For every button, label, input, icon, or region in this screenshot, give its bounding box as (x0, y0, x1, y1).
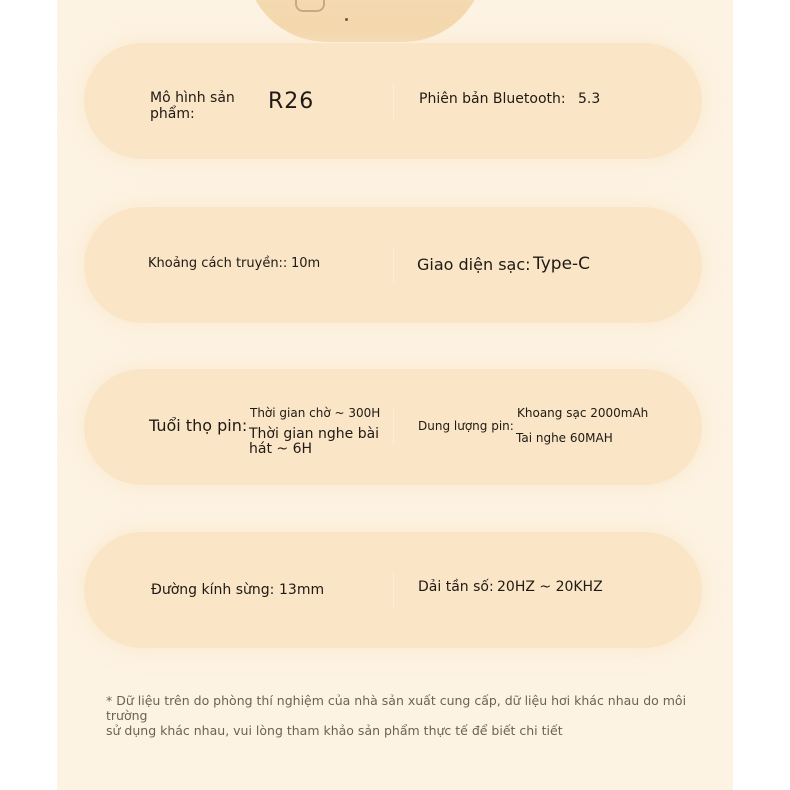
charging-value: Type-C (533, 254, 591, 274)
range-value: 10m (291, 256, 321, 271)
battery-life-label: Tuổi thọ pin: (149, 416, 248, 435)
model-label: Mô hình sản phẩm: (150, 90, 235, 122)
range-label: Khoảng cách truyền:: (148, 256, 288, 271)
bluetooth-label: Phiên bản Bluetooth: (419, 91, 566, 107)
case-capacity: Khoang sạc 2000mAh (517, 406, 649, 420)
footnote (106, 693, 706, 738)
driver-value: 13mm (279, 582, 325, 598)
frequency-value: 20HZ ~ 20KHZ (497, 579, 603, 595)
music-time-line2: hát ~ 6H (249, 441, 313, 457)
music-time-line1: Thời gian nghe bài (249, 426, 380, 442)
indicator-light-icon (345, 18, 348, 21)
row-divider (393, 247, 394, 283)
driver-label: Đường kính sừng: (151, 582, 275, 598)
earphone-capacity: Tai nghe 60MAH (516, 431, 613, 445)
usb-c-port-icon (295, 0, 325, 12)
bluetooth-value: 5.3 (578, 91, 601, 107)
charging-label: Giao diện sạc: (417, 255, 531, 274)
footnote-line-2: sử dụng khác nhau, vui lòng tham khảo sản phẩm thực tế để biết chi tiết (106, 723, 563, 738)
frequency-label: Dải tần số: (418, 579, 494, 595)
row-divider (393, 572, 394, 608)
standby-time: Thời gian chờ ~ 300H (250, 406, 381, 420)
capacity-label: Dung lượng pin: (418, 419, 514, 433)
footnote-line-1: * Dữ liệu trên do phòng thí nghiệm của nhà sản xuất cung cấp, dữ liệu hơi khác nhau do môi trường (106, 693, 687, 723)
model-value: R26 (268, 89, 315, 114)
row-divider (393, 83, 394, 119)
row-divider (393, 409, 394, 445)
